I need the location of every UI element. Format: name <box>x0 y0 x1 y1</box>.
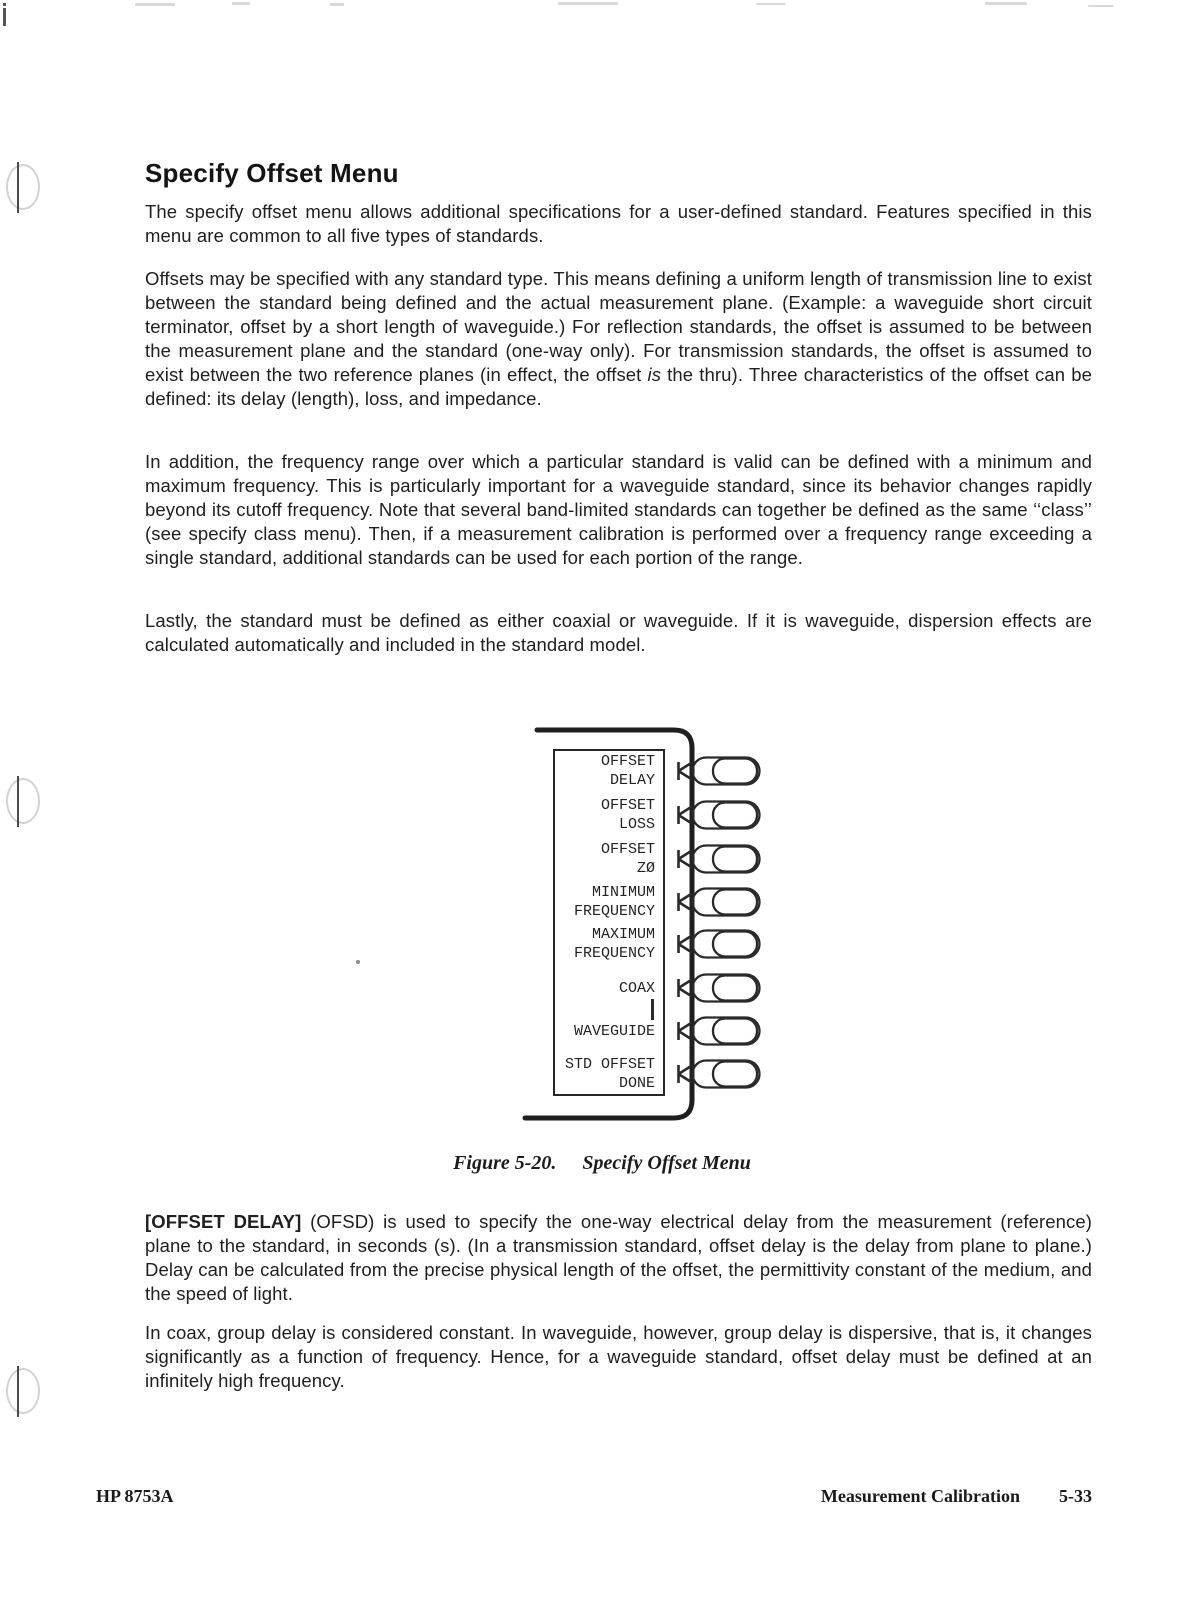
softkey-arrow-icon <box>679 806 693 824</box>
paragraph-offset-delay <box>145 1210 1092 1306</box>
softkey-label-line: WAVEGUIDE <box>573 1022 655 1040</box>
scan-artifact <box>135 3 175 6</box>
figure-caption-label: Figure 5-20. <box>453 1152 557 1174</box>
softkey-label-line: DELAY <box>609 772 655 789</box>
softkey-button-outline <box>693 975 760 1002</box>
softkey-button-inner <box>713 803 757 828</box>
paragraph-text: the thru). Three characteristics of the offset can be defined: its delay (length), loss, and impedance. <box>145 364 1092 409</box>
softkey-button-outline <box>693 889 760 916</box>
softkey-label <box>553 966 655 1010</box>
paragraph-text: (OFSD) is used to specify the one-way electrical delay from the measurement (reference) plane to the standard, in seconds (s). (In a transmission standard, offset delay is the delay from plane to plane.) Delay can be calculated from the precise physical length of the offset, the permittivity constant of the medium, and the speed of light. <box>145 1211 1092 1304</box>
softkey-label-line: OFFSET <box>600 841 655 858</box>
figure-caption-title: Specify Offset Menu <box>582 1152 751 1174</box>
paragraph-text: In addition, the frequency range over which a particular standard is valid can be defined with a minimum and maximum frequency. This is particularly important for a waveguide standard, since its behavior changes rapidly beyond its cutoff frequency. Note that several band-limited standards can together be defined as the same ‘‘class’’ (see specify class menu). Then, if a measurement calibration is performed over a frequency range exceeding a single standard, additional standards can be used for each portion of the range. <box>145 451 1092 568</box>
punch-hole-bar <box>17 1366 19 1417</box>
softkey-label <box>553 837 655 881</box>
softkey-label-line: FREQUENCY <box>573 903 655 920</box>
softkey-arrow-and-button-icon <box>670 970 765 1006</box>
softkey-label <box>553 749 655 793</box>
softkey-label-line: FREQUENCY <box>573 945 655 962</box>
scan-artifact-mark <box>3 8 6 26</box>
softkey-button-inner <box>713 932 757 957</box>
punch-hole-bar <box>17 776 19 827</box>
softkey-button-inner <box>713 1019 757 1044</box>
softkey-label-line: COAX <box>618 979 655 997</box>
footer-section-title: Measurement Calibration <box>820 1486 1020 1506</box>
softkey-arrow-icon <box>679 762 693 780</box>
softkey-arrow-icon <box>679 979 693 997</box>
softkey-arrow-icon <box>679 850 693 868</box>
softkey-button-outline <box>693 758 760 785</box>
softkey-arrow-and-button-icon <box>670 926 765 962</box>
softkey-row-maximum-frequency <box>553 922 767 966</box>
footer-model-number: HP 8753A <box>96 1486 174 1506</box>
punch-hole-arc <box>6 164 40 210</box>
softkey-label-line: DONE <box>618 1075 655 1092</box>
punch-hole-arc <box>6 778 40 824</box>
softkey-arrow-and-button-icon <box>670 753 765 789</box>
scan-artifact <box>558 2 618 5</box>
softkey-arrow-icon <box>679 1022 693 1040</box>
page-title: Specify Offset Menu <box>145 158 399 188</box>
paragraph-frequency-range <box>145 450 1092 570</box>
softkey-label <box>553 1052 655 1096</box>
coax-waveguide-connector <box>651 999 654 1020</box>
paragraph-intro <box>145 200 1092 248</box>
softkey-button-outline <box>693 931 760 958</box>
softkey-label-line: STD OFFSET <box>564 1056 655 1073</box>
softkey-label-line: OFFSET <box>600 753 655 770</box>
punch-hole-artifact <box>6 1368 40 1414</box>
softkey-label <box>553 922 655 966</box>
scan-artifact <box>1088 5 1114 7</box>
softkey-arrow-and-button-icon <box>670 1013 765 1049</box>
softkey-arrow-icon <box>679 1065 693 1083</box>
punch-hole-arc <box>6 1368 40 1414</box>
paragraph-text: Offsets may be specified with any standard type. This means defining a uniform length of transmission line to exist between the standard being defined and the actual measurement plane. (Example: a waveguide short circuit terminator, offset by a short length of waveguide.) For reflection standards, the offset is assumed to be between the measurement plane and the standard (one-way only). For transmission standards, the offset is assumed to exist between the two reference planes (in effect, the offset <box>145 268 1092 385</box>
softkey-button-outline <box>693 1061 760 1088</box>
paragraph-offsets <box>145 267 1092 411</box>
softkey-button-inner <box>713 759 757 784</box>
paragraph-text: The specify offset menu allows additional specifications for a user-defined standard. Features specified in this menu are common to all five types of standards. <box>145 201 1092 246</box>
softkey-button-inner <box>713 1062 757 1087</box>
softkey-row-std-offset-done <box>553 1052 767 1096</box>
paragraph-coax-waveguide <box>145 609 1092 657</box>
punch-hole-bar <box>17 162 19 213</box>
softkey-row-offset-delay <box>553 749 767 793</box>
softkey-label <box>553 1009 655 1053</box>
scan-artifact <box>330 3 344 6</box>
softkey-row-offset-z0 <box>553 837 767 881</box>
offset-delay-key-label: [OFFSET DELAY] <box>145 1211 302 1232</box>
paragraph-text: Lastly, the standard must be defined as either coaxial or waveguide. If it is waveguide, dispersion effects are calculated automatically and included in the standard model. <box>145 610 1092 655</box>
scan-artifact <box>756 3 786 5</box>
softkey-arrow-icon <box>679 893 693 911</box>
softkey-arrow-and-button-icon <box>670 841 765 877</box>
softkey-arrow-and-button-icon <box>670 884 765 920</box>
softkey-arrow-and-button-icon <box>670 1056 765 1092</box>
softkey-button-inner <box>713 976 757 1001</box>
softkey-row-coax <box>553 966 767 1010</box>
softkey-label-line: MINIMUM <box>591 884 655 901</box>
softkey-arrow-and-button-icon <box>670 797 765 833</box>
softkey-row-minimum-frequency <box>553 880 767 924</box>
softkey-button-inner <box>713 890 757 915</box>
softkey-label <box>553 793 655 837</box>
scan-artifact-dot <box>356 960 360 964</box>
softkey-row-offset-loss <box>553 793 767 837</box>
softkey-row-waveguide <box>553 1009 767 1053</box>
punch-hole-artifact <box>6 778 40 824</box>
softkey-label-line: ZØ <box>636 860 655 877</box>
softkey-label <box>553 880 655 924</box>
softkey-button-outline <box>693 802 760 829</box>
softkey-label-line: MAXIMUM <box>591 926 655 943</box>
figure-caption <box>0 1152 1204 1175</box>
softkey-arrow-icon <box>679 935 693 953</box>
paragraph-text: In coax, group delay is considered constant. In waveguide, however, group delay is dispersive, that is, it changes significantly as a function of frequency. Hence, for a waveguide standard, offset delay must be defined at an infinitely high frequency. <box>145 1322 1092 1391</box>
italic-is: is <box>647 364 662 385</box>
punch-hole-artifact <box>6 164 40 210</box>
softkey-button-outline <box>693 1018 760 1045</box>
scan-artifact <box>985 2 1027 5</box>
softkey-label-line: OFFSET <box>600 797 655 814</box>
softkey-button-outline <box>693 846 760 873</box>
softkey-button-inner <box>713 847 757 872</box>
softkey-label-line: LOSS <box>618 816 655 833</box>
paragraph-group-delay <box>145 1321 1092 1393</box>
scan-artifact <box>232 2 250 5</box>
footer-page-number: 5-33 <box>1059 1486 1092 1506</box>
